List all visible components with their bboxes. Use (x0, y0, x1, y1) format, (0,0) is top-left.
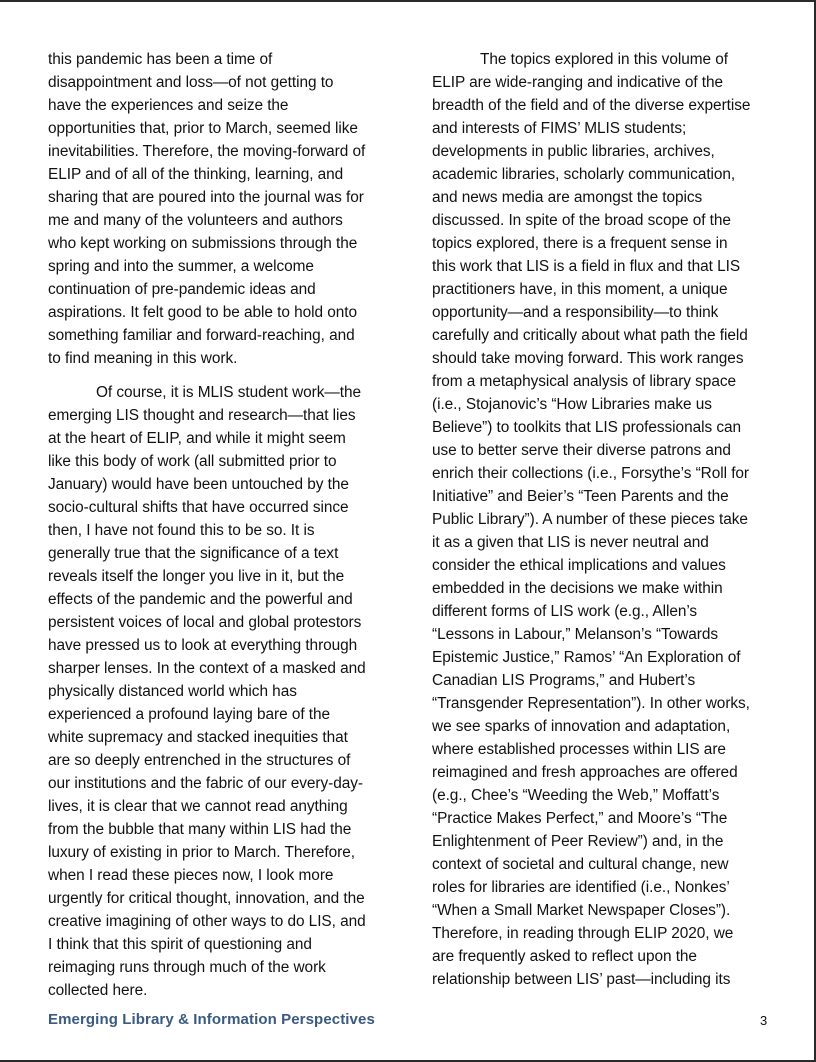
text-line: disappointment and loss—of not getting to (48, 74, 334, 91)
text-line: The topics explored in this volume of (480, 51, 728, 68)
text-line: roles for libraries are identified (i.e., Nonkes’ (432, 879, 730, 896)
text-line: carefully and critically about what path the field (432, 327, 748, 344)
text-line: when I read these pieces now, I look more (48, 867, 334, 884)
text-line: physically distanced world which has (48, 683, 297, 700)
text-line: embedded in the decisions we make within (432, 580, 723, 597)
left-column (48, 48, 380, 1002)
text-line: (e.g., Chee’s “Weeding the Web,” Moffatt’s (432, 787, 720, 804)
text-line: breadth of the field and of the diverse expertise (432, 97, 751, 114)
text-line: Public Library”). A number of these pieces take (432, 511, 748, 528)
text-line: this work that LIS is a field in flux and that LIS (432, 258, 741, 275)
text-line: “Practice Makes Perfect,” and Moore’s “The (432, 810, 728, 827)
text-line: like this body of work (all submitted prior to (48, 453, 337, 470)
text-line: ELIP are wide-ranging and indicative of the (432, 74, 724, 91)
text-line: opportunity—and a responsibility—to think (432, 304, 719, 321)
text-line: and interests of FIMS’ MLIS students; (432, 120, 687, 137)
text-line: practitioners have, in this moment, a unique (432, 281, 728, 298)
text-line: our institutions and the fabric of our every-day- (48, 775, 363, 792)
paragraph-mlis-student-work (48, 381, 380, 1002)
text-line: reimaging runs through much of the work (48, 959, 326, 976)
text-line: we see sparks of innovation and adaptation, (432, 718, 731, 735)
text-line: “Transgender Representation”). In other works, (432, 695, 750, 712)
text-line: who kept working on submissions through the (48, 235, 358, 252)
text-line: and news media are amongst the topics (432, 189, 703, 206)
text-line: ELIP and of all of the thinking, learning, and (48, 166, 344, 183)
text-line: Enlightenment of Peer Review”) and, in the (432, 833, 724, 850)
text-line: relationship between LIS’ past—including its (432, 971, 731, 988)
text-line: “Lessons in Labour,” Melanson’s “Towards (432, 626, 719, 643)
text-line: context of societal and cultural change, new (432, 856, 729, 873)
text-line: Of course, it is MLIS student work—the (96, 384, 361, 401)
text-line: “When a Small Market Newspaper Closes”). (432, 902, 731, 919)
text-line: should take moving forward. This work ranges (432, 350, 744, 367)
text-line: creative imagining of other ways to do LIS, and (48, 913, 366, 930)
footer-journal-title: Emerging Library & Information Perspectives (48, 1011, 375, 1028)
text-line: have the experiences and seize the (48, 97, 289, 114)
text-line: I think that this spirit of questioning and (48, 936, 312, 953)
text-line: reimagined and fresh approaches are offered (432, 764, 738, 781)
text-line: use to better serve their diverse patrons and (432, 442, 731, 459)
right-column (432, 48, 776, 991)
text-line: this pandemic has been a time of (48, 51, 273, 68)
text-line: urgently for critical thought, innovation, and the (48, 890, 365, 907)
text-line: persistent voices of local and global protestors (48, 614, 362, 631)
text-line: continuation of pre-pandemic ideas and (48, 281, 316, 298)
text-line: are frequently asked to reflect upon the (432, 948, 697, 965)
text-line: discussed. In spite of the broad scope of the (432, 212, 731, 229)
text-line: developments in public libraries, archives, (432, 143, 715, 160)
text-line: enrich their collections (i.e., Forsythe’s “Roll for (432, 465, 750, 482)
text-line: effects of the pandemic and the powerful and (48, 591, 353, 608)
text-line: generally true that the significance of a text (48, 545, 339, 562)
text-line: to find meaning in this work. (48, 350, 238, 367)
text-line: reveals itself the longer you live in it, but the (48, 568, 345, 585)
text-line: something familiar and forward-reaching, and (48, 327, 355, 344)
text-line: white supremacy and stacked inequities that (48, 729, 348, 746)
text-line: lives, it is clear that we cannot read anything (48, 798, 348, 815)
text-line: experienced a profound laying bare of the (48, 706, 331, 723)
text-line: from a metaphysical analysis of library space (432, 373, 736, 390)
text-line: Initiative” and Beier’s “Teen Parents and the (432, 488, 729, 505)
text-line: January) would have been untouched by the (48, 476, 349, 493)
text-line: where established processes within LIS are (432, 741, 726, 758)
text-line: different forms of LIS work (e.g., Allen’s (432, 603, 698, 620)
text-line: consider the ethical implications and values (432, 557, 726, 574)
text-line: it as a given that LIS is never neutral and (432, 534, 709, 551)
text-line: luxury of existing in prior to March. Therefore, (48, 844, 355, 861)
text-line: emerging LIS thought and research—that lies (48, 407, 356, 424)
text-line: topics explored, there is a frequent sense in (432, 235, 728, 252)
text-line: are so deeply entrenched in the structures of (48, 752, 351, 769)
text-line: collected here. (48, 982, 148, 999)
text-line: from the bubble that many within LIS had the (48, 821, 352, 838)
text-line: then, I have not found this to be so. It is (48, 522, 315, 539)
text-line: have pressed us to look at everything through (48, 637, 358, 654)
paragraph-continuation (48, 48, 380, 370)
text-line: socio-cultural shifts that have occurred since (48, 499, 349, 516)
paragraph-topics-explored (432, 48, 776, 991)
text-line: Canadian LIS Programs,” and Hubert’s (432, 672, 696, 689)
text-line: me and many of the volunteers and authors (48, 212, 343, 229)
text-line: at the heart of ELIP, and while it might seem (48, 430, 346, 447)
text-line: sharing that are poured into the journal was for (48, 189, 364, 206)
text-line: Therefore, in reading through ELIP 2020, we (432, 925, 734, 942)
text-line: opportunities that, prior to March, seemed like (48, 120, 358, 137)
text-line: sharper lenses. In the context of a masked and (48, 660, 366, 677)
text-line: aspirations. It felt good to be able to hold onto (48, 304, 358, 321)
text-line: Epistemic Justice,” Ramos’ “An Exploration of (432, 649, 741, 666)
text-line: (i.e., Stojanovic’s “How Libraries make us (432, 396, 712, 413)
text-line: Believe”) to toolkits that LIS professionals can (432, 419, 741, 436)
text-line: spring and into the summer, a welcome (48, 258, 314, 275)
text-line: inevitabilities. Therefore, the moving-forward of (48, 143, 366, 160)
text-line: academic libraries, scholarly communication, (432, 166, 736, 183)
page-number: 3 (760, 1013, 768, 1028)
